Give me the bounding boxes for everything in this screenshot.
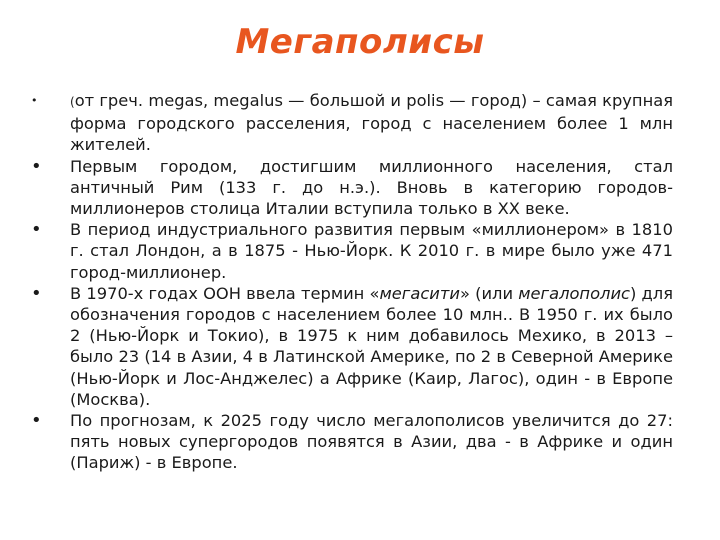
bullet-item-industrial (28, 219, 673, 283)
bullet-dot-icon: • (31, 219, 42, 241)
bullet-text: Первым городом, достигшим миллионного населения, стал античный Рим (133 г. до н.э.). Вновь в категорию городов-миллионеров столица Италии вступила только в XX веке. (70, 156, 673, 219)
bullet-dot-icon: • (31, 410, 42, 432)
bullet-text: По прогнозам, к 2025 году число мегалополисов увеличится до 27: пять новых супергородов появятся в Азии, два - в Африке и один (Париж) - в Европе. (70, 411, 673, 473)
bullet-item-rome (28, 156, 673, 220)
bullet-list (28, 90, 673, 474)
bullet-dot-icon: • (31, 282, 42, 304)
bullet-text: В 1970-х годах ООН ввела термин « (70, 283, 380, 303)
bullet-text: В период индустриального развития первым «миллионером» в 1810 г. стал Лондон, а в 1875 - Нью-Йорк. К 2010 г. в мире было уже 471 город-миллионер. (70, 220, 673, 282)
bullet-text: » (или (459, 283, 519, 303)
bullet-dot-icon: • (31, 94, 38, 107)
bullet-dot-icon: • (31, 155, 42, 177)
bullet-item-definition (28, 90, 673, 156)
bullet-text-paren: ( (70, 95, 75, 109)
term-megalopolis: мегалополис (518, 283, 630, 303)
bullet-text: ) для обозначения городов с населением более 10 млн.. В 1950 г. их было 2 (Нью-Йорк и Токио), в 1975 к ним добавилось Мехико, в 2013 – было 23 (14 в Азии, 4 в Латинской Америке, по 2 в Северной Америке (Нью-Йорк и Лос-Анджелес) а Африке (Каир, Лагос), один - в Европе (Москва). (70, 283, 673, 409)
bullet-item-megacity-term (28, 283, 673, 410)
bullet-text: от греч. megas, megalus — большой и polis — город) – самая крупная форма городского расселения, город с населением более 1 млн жителей. (70, 91, 673, 155)
term-megacity: мегасити (379, 283, 460, 303)
bullet-item-forecast (28, 410, 673, 474)
slide-title: Мегаполисы (235, 22, 485, 62)
